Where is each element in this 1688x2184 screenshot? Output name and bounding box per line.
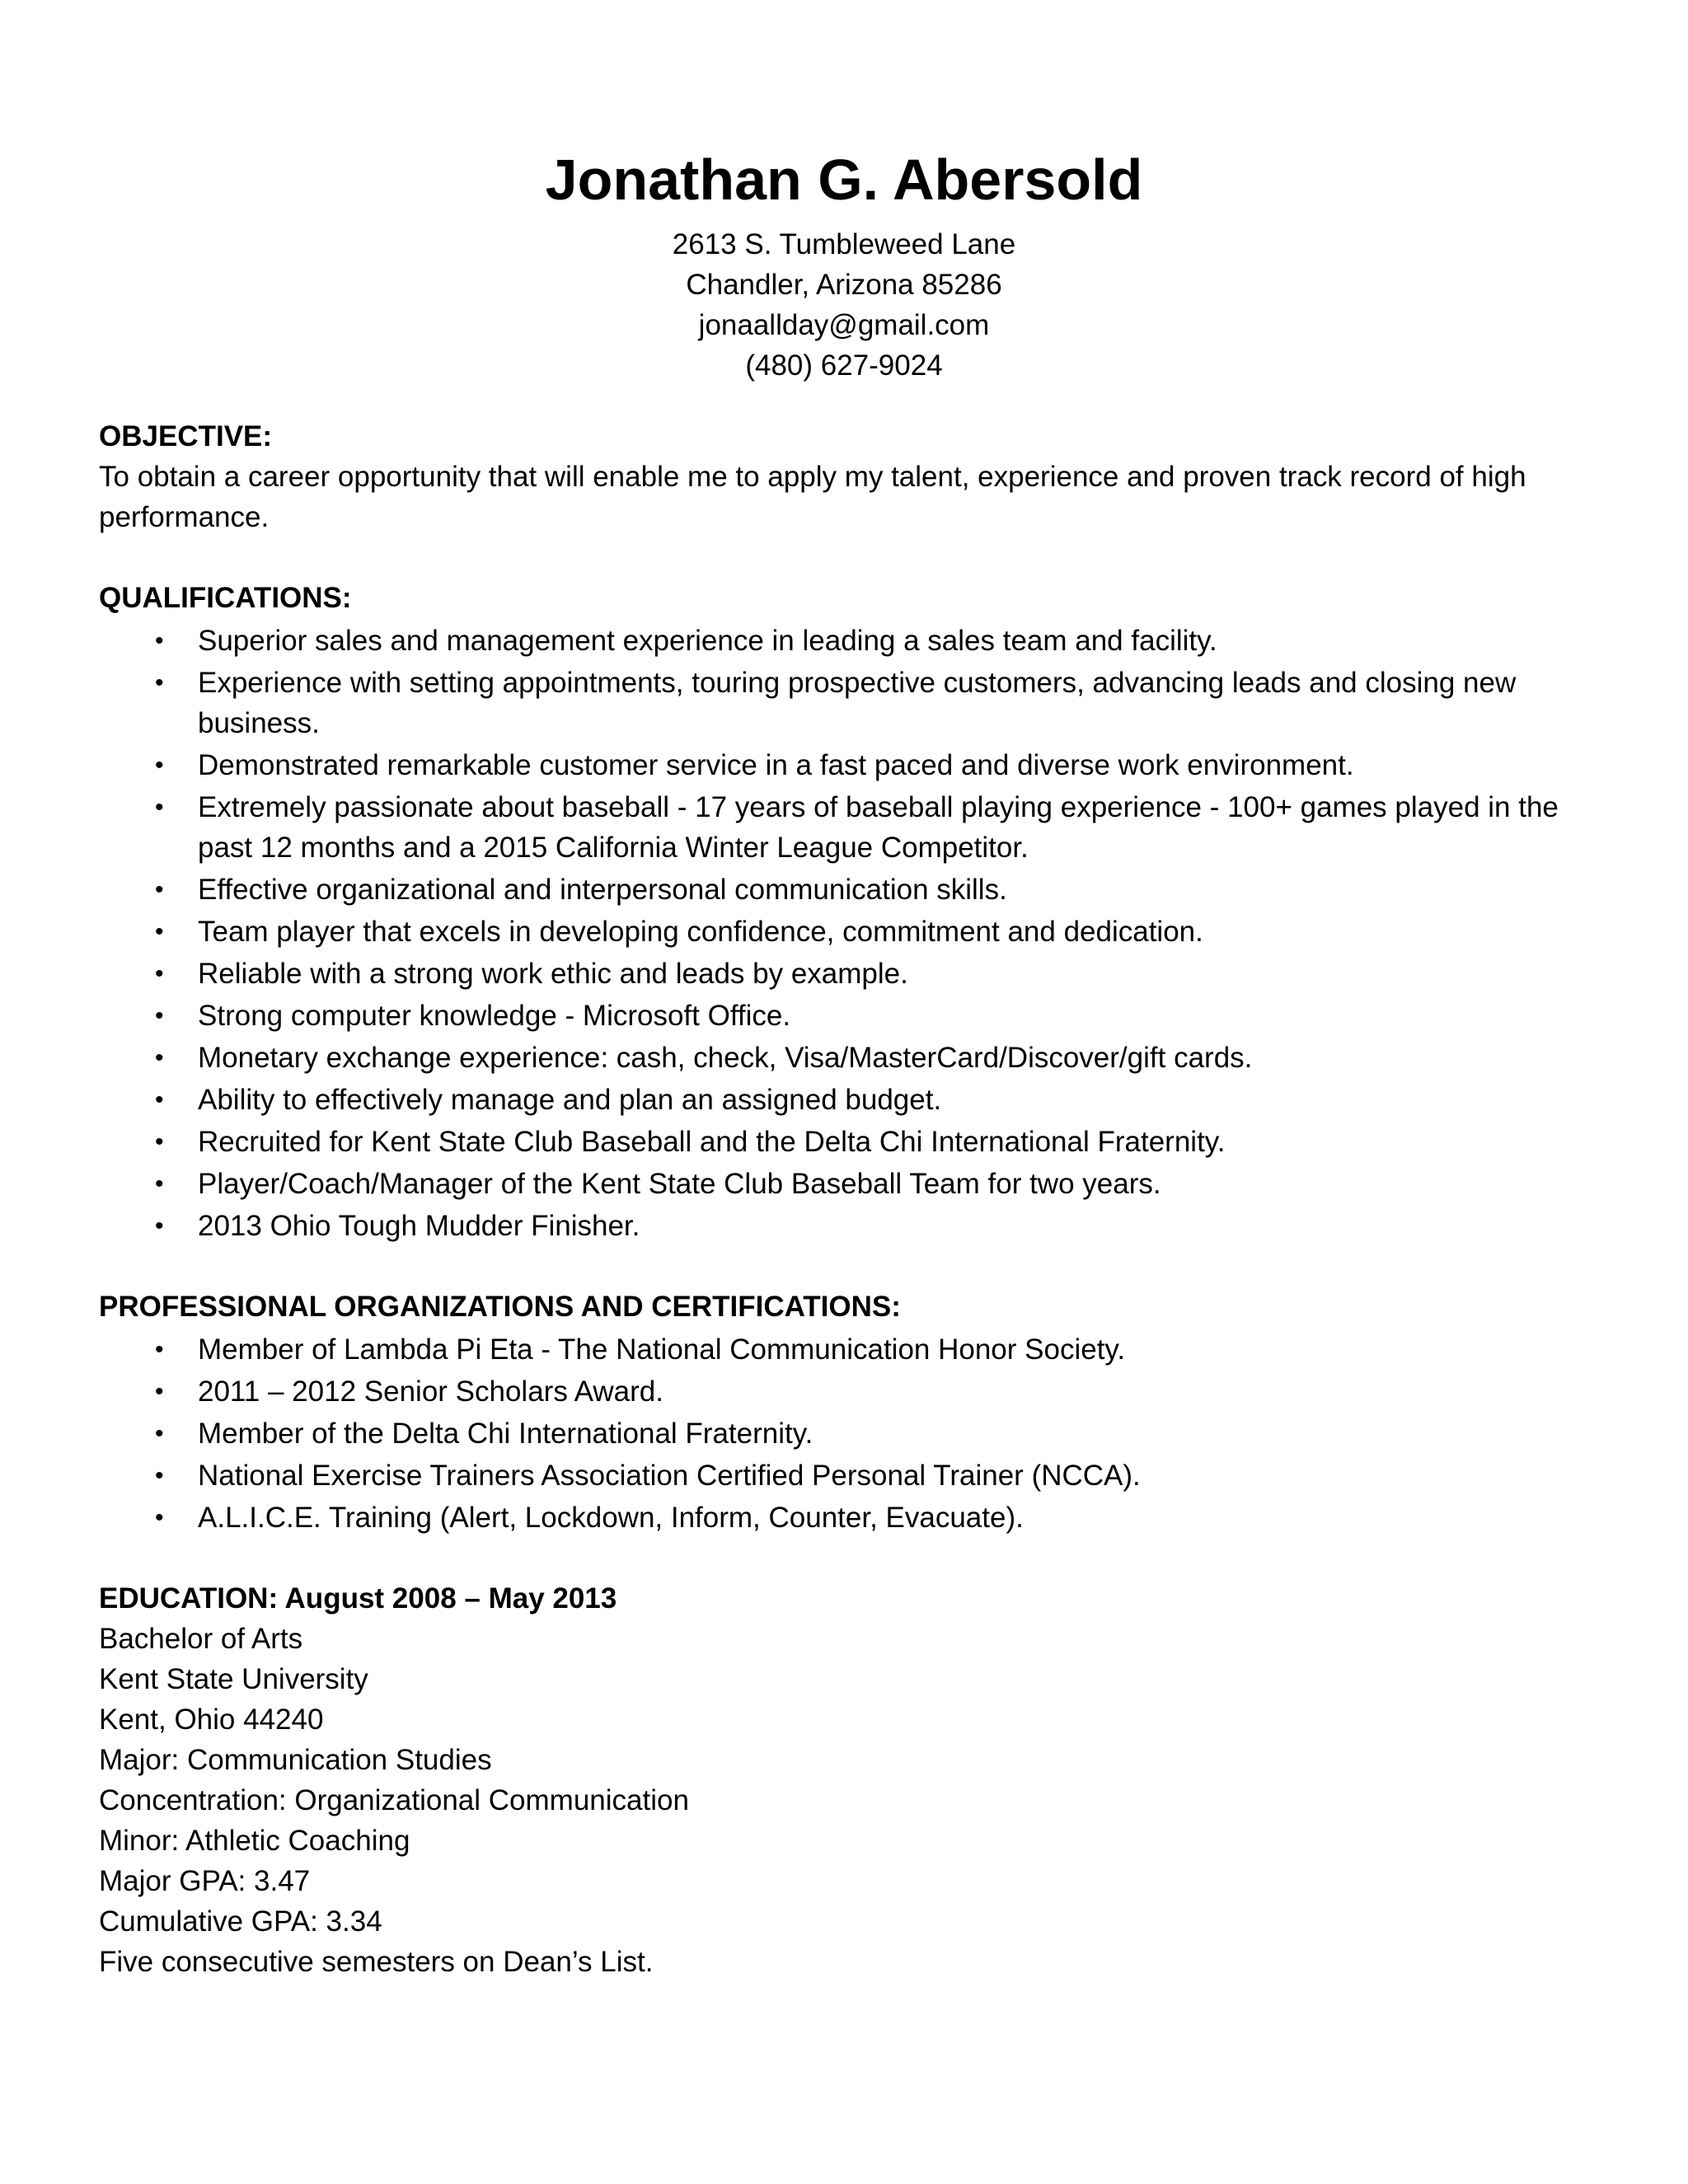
- list-item: [99, 1038, 1582, 1078]
- list-item-text: Player/Coach/Manager of the Kent State Club Baseball Team for two years.: [198, 1168, 1161, 1200]
- education-school: Kent State University: [99, 1663, 368, 1695]
- list-item: [99, 1329, 1582, 1370]
- objective-section: [99, 416, 1582, 537]
- list-item: [99, 745, 1582, 785]
- bullet-icon: •: [155, 1170, 164, 1197]
- list-item: [99, 954, 1582, 994]
- qualifications-heading: QUALIFICATIONS:: [99, 582, 352, 614]
- organizations-heading: PROFESSIONAL ORGANIZATIONS AND CERTIFICATIONS:: [99, 1291, 901, 1323]
- list-item: [99, 1080, 1582, 1120]
- bullet-icon: •: [155, 1128, 164, 1155]
- list-item: [99, 1371, 1582, 1412]
- list-item-text: 2013 Ohio Tough Mudder Finisher.: [198, 1210, 640, 1242]
- list-item: [99, 1497, 1582, 1538]
- list-item-text: Team player that excels in developing confidence, commitment and dedication.: [198, 916, 1203, 948]
- objective-text: To obtain a career opportunity that will enable me to apply my talent, experience and proven track record of high performance.: [99, 461, 1526, 533]
- list-item-text: National Exercise Trainers Association Certified Personal Trainer (NCCA).: [198, 1460, 1141, 1492]
- bullet-icon: •: [155, 627, 164, 654]
- address-street: 2613 S. Tumbleweed Lane: [672, 228, 1016, 260]
- list-item-text: Member of the Delta Chi International Fraternity.: [198, 1418, 814, 1450]
- education-minor: Minor: Athletic Coaching: [99, 1825, 410, 1857]
- bullet-icon: •: [155, 960, 164, 987]
- organizations-section: [99, 1286, 1582, 1538]
- list-item-text: Strong computer knowledge - Microsoft Office.: [198, 1000, 791, 1032]
- list-item: [99, 912, 1582, 952]
- education-major-gpa: Major GPA: 3.47: [99, 1865, 311, 1897]
- list-item-text: Ability to effectively manage and plan an assigned budget.: [198, 1084, 942, 1116]
- objective-heading: OBJECTIVE:: [99, 420, 273, 452]
- resume-header: [0, 138, 1688, 386]
- list-item-text: Experience with setting appointments, touring prospective customers, advancing leads and closing new business.: [198, 667, 1517, 739]
- list-item: [99, 996, 1582, 1036]
- organizations-list: [99, 1329, 1582, 1538]
- bullet-icon: •: [155, 1212, 164, 1240]
- bullet-icon: •: [155, 876, 164, 903]
- education-concentration: Concentration: Organizational Communication: [99, 1784, 689, 1816]
- bullet-icon: •: [155, 669, 164, 696]
- list-item: [99, 621, 1582, 661]
- list-item-text: Member of Lambda Pi Eta - The National Communication Honor Society.: [198, 1333, 1126, 1366]
- list-item: [99, 1413, 1582, 1454]
- list-item-text: Reliable with a strong work ethic and leads by example.: [198, 958, 908, 990]
- education-cumulative-gpa: Cumulative GPA: 3.34: [99, 1905, 382, 1938]
- list-item-text: Superior sales and management experience in leading a sales team and facility.: [198, 625, 1217, 657]
- list-item: [99, 1122, 1582, 1162]
- qualifications-list: [99, 621, 1582, 1246]
- bullet-icon: •: [155, 1378, 164, 1405]
- address-city-state-zip: Chandler, Arizona 85286: [686, 269, 1002, 301]
- bullet-icon: •: [155, 1086, 164, 1113]
- candidate-name: Jonathan G. Abersold: [545, 148, 1143, 212]
- email-address: jonaallday@gmail.com: [698, 309, 990, 341]
- list-item-text: Monetary exchange experience: cash, check, Visa/MasterCard/Discover/gift cards.: [198, 1042, 1253, 1074]
- list-item: [99, 787, 1582, 868]
- resume-body: [99, 416, 1582, 2022]
- list-item-text: A.L.I.C.E. Training (Alert, Lockdown, Inform, Counter, Evacuate).: [198, 1502, 1024, 1534]
- bullet-icon: •: [155, 918, 164, 945]
- list-item-text: Effective organizational and interpersonal communication skills.: [198, 874, 1007, 906]
- bullet-icon: •: [155, 794, 164, 821]
- list-item: [99, 663, 1582, 743]
- list-item-text: Recruited for Kent State Club Baseball and the Delta Chi International Fraternity.: [198, 1126, 1226, 1158]
- bullet-icon: •: [155, 1002, 164, 1029]
- list-item-text: Demonstrated remarkable customer service in a fast paced and diverse work environment.: [198, 749, 1354, 781]
- bullet-icon: •: [155, 1462, 164, 1489]
- phone-number: (480) 627-9024: [745, 349, 943, 382]
- list-item: [99, 1206, 1582, 1246]
- education-degree: Bachelor of Arts: [99, 1623, 303, 1655]
- education-major: Major: Communication Studies: [99, 1744, 492, 1776]
- list-item-text: 2011 – 2012 Senior Scholars Award.: [198, 1376, 663, 1408]
- qualifications-section: [99, 578, 1582, 1246]
- education-section: [99, 1578, 1582, 1982]
- list-item: [99, 869, 1582, 910]
- education-deans-list: Five consecutive semesters on Dean’s List.: [99, 1946, 654, 1978]
- education-heading: EDUCATION: August 2008 – May 2013: [99, 1582, 617, 1615]
- bullet-icon: •: [155, 1504, 164, 1531]
- bullet-icon: •: [155, 1336, 164, 1363]
- bullet-icon: •: [155, 1044, 164, 1071]
- list-item-text: Extremely passionate about baseball - 17 years of baseball playing experience - 100+ games played in the past 12 months and a 2015 California Winter League Competitor.: [198, 791, 1559, 864]
- bullet-icon: •: [155, 1420, 164, 1447]
- list-item: [99, 1455, 1582, 1496]
- bullet-icon: •: [155, 752, 164, 779]
- education-location: Kent, Ohio 44240: [99, 1704, 324, 1736]
- list-item: [99, 1164, 1582, 1204]
